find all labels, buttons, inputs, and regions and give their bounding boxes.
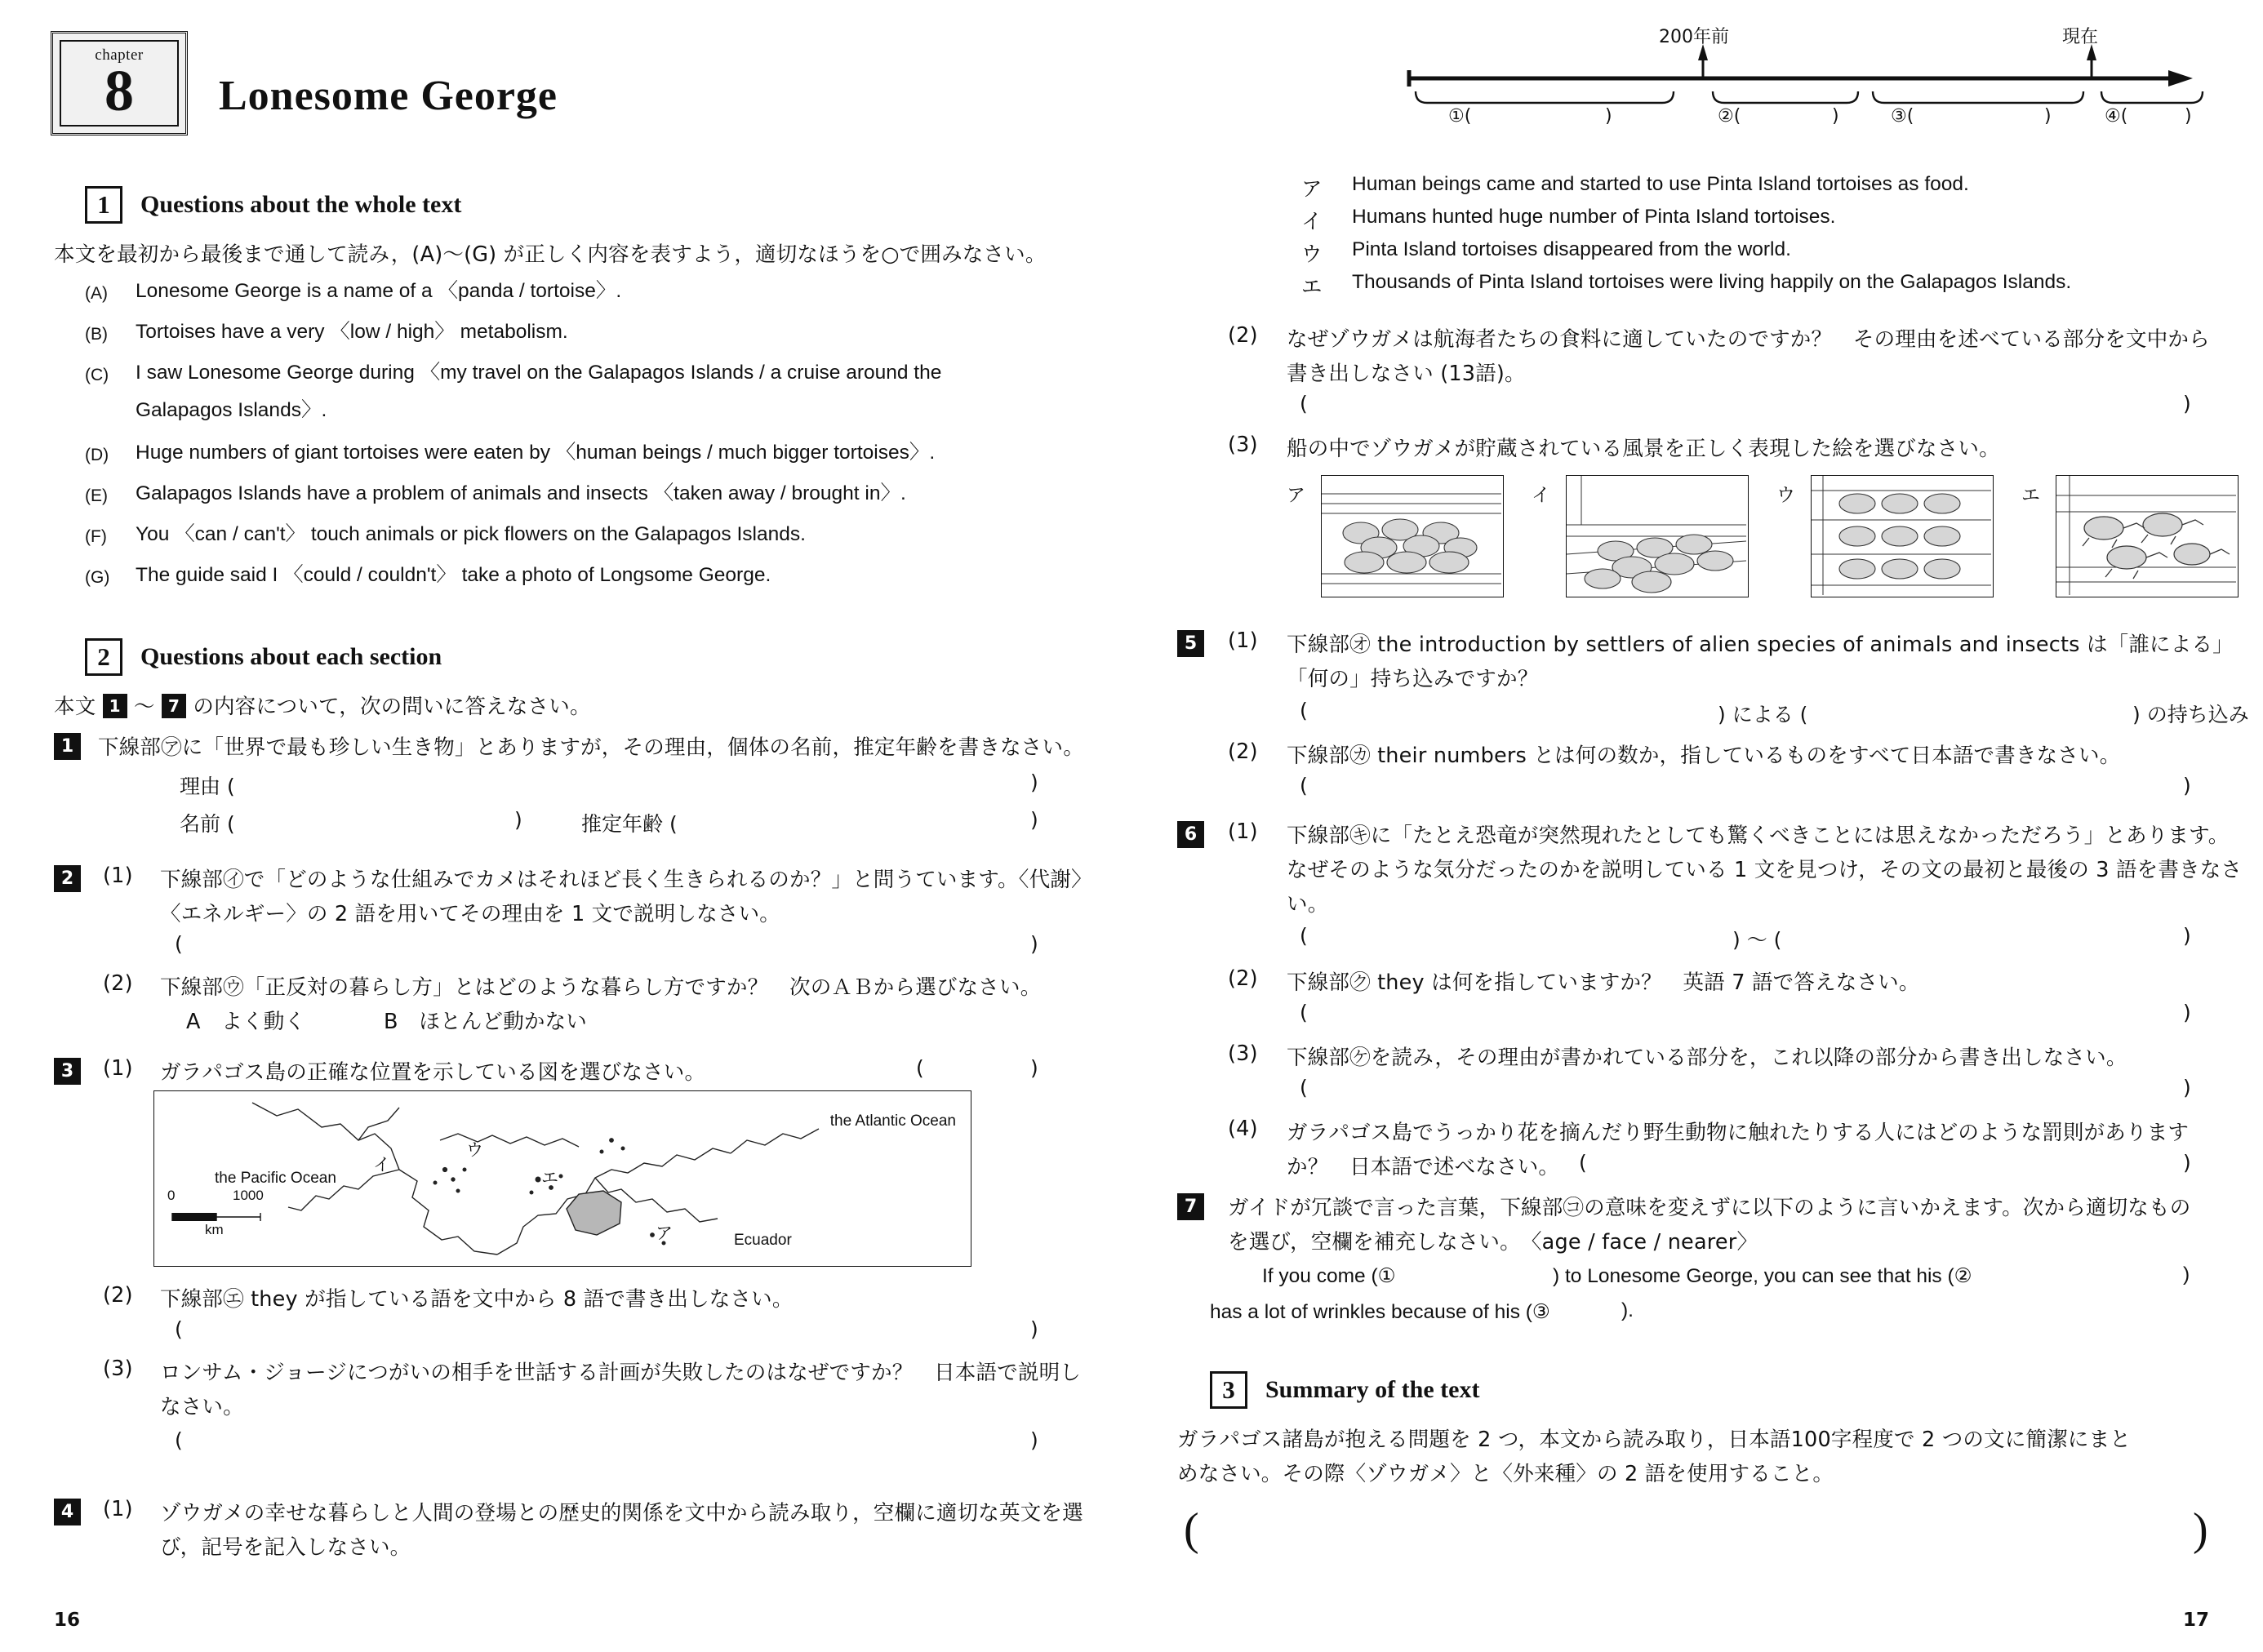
- q7-sentence-2a: has a lot of wrinkles because of his (③: [1210, 1301, 1550, 1323]
- item-text: The guide said I 〈could / couldn't〉 take a photo of Longsome George.: [136, 564, 771, 586]
- q3-number: 3: [54, 1058, 81, 1085]
- q1-reason-close: ): [1030, 770, 1038, 794]
- picture-a-svg: [1322, 476, 1501, 595]
- q1-name-close: ): [514, 808, 522, 832]
- q3-sub2-ans-close: ): [1030, 1317, 1038, 1341]
- q6-sub1-text3: い。: [1287, 892, 1329, 917]
- q1-number: 1: [54, 733, 81, 760]
- timeline-slot-1-open: ①(: [1448, 106, 1472, 127]
- map-scale-1000: 1000: [233, 1188, 264, 1203]
- q4-sub2-ans-open: (: [1300, 392, 1308, 415]
- map-label-pacific: the Pacific Ocean: [215, 1170, 336, 1187]
- q6-sub4-ans-close: ): [2183, 1151, 2191, 1175]
- map-label-ecuador: Ecuador: [734, 1232, 792, 1249]
- q5-sub2-label: (2): [1228, 739, 1258, 764]
- question-3-chip: [54, 1058, 81, 1085]
- q6-sub1-text: 下線部㋖に「たとえ恐竜が突然現れたとしても驚くべきことには思えなかっただろう」とあります。: [1287, 824, 2230, 848]
- q4-choice-text-u: Pinta Island tortoises disappeared from the world.: [1352, 238, 1791, 260]
- timeline-slot-1-close: ): [1605, 106, 1612, 127]
- q1-reason-label: 理由 (: [180, 775, 235, 798]
- q3-sub1-ans-close: ): [1030, 1056, 1038, 1080]
- q4-choice-text-a: Human beings came and started to use Pinta Island tortoises as food.: [1352, 173, 1969, 195]
- q4-sub3-label: (3): [1228, 433, 1258, 457]
- picture-label-e[interactable]: エ: [2021, 485, 2040, 506]
- q6-sub2-text: 下線部㋗ they は何を指していますか？ 英語 7 語で答えなさい。: [1287, 970, 1920, 995]
- timeline-slot-4-open: ④(: [2105, 106, 2128, 127]
- section-2-number: 2: [85, 638, 122, 676]
- page-number-right: 17: [2182, 1610, 2209, 1631]
- question-7-chip: [1177, 1193, 1204, 1220]
- item-label: (B): [85, 325, 108, 344]
- q3-sub3-ans-close: ): [1030, 1428, 1038, 1452]
- page-number-left: 16: [54, 1610, 81, 1631]
- q3-sub2-text: 下線部㋓ they が指している語を文中から 8 語で書き出しなさい。: [160, 1287, 794, 1312]
- q1-age-label: 推定年齢 (: [581, 812, 678, 836]
- q2-choice-b: B ほとんど動かない: [384, 1010, 587, 1034]
- timeline-label-now: 現在: [2062, 27, 2099, 47]
- item-text: I saw Lonesome George during 〈my travel on the Galapagos Islands / a cruise around the: [136, 362, 942, 384]
- q6-sub2-label: (2): [1228, 966, 1258, 991]
- q6-sub3-label: (3): [1228, 1041, 1258, 1066]
- q4-sub2-ans-close: ): [2183, 392, 2191, 415]
- q4-choice-mark-a: ア: [1301, 177, 1323, 202]
- item-label: (A): [85, 284, 108, 303]
- q2-sub2-text: 下線部㋒「正反対の暮らし方」とはどのような暮らし方ですか？ 次のＡＢから選びなさい。: [160, 975, 1042, 1000]
- section-3-number: 3: [1210, 1371, 1247, 1409]
- q6-sub1-ans-end: ): [2183, 924, 2191, 948]
- lead-part-c: の内容について，次の問いに答えなさい。: [193, 695, 591, 719]
- q4-sub3-text: 船の中でゾウガメが貯蔵されている風景を正しく表現した絵を選びなさい。: [1287, 437, 2000, 461]
- section-2-heading: [85, 638, 442, 676]
- timeline-slot-2-open: ②(: [1718, 106, 1741, 127]
- timeline-slot-3-close: ): [2044, 106, 2052, 127]
- picture-u-svg: [1812, 476, 1991, 595]
- q6-sub4-ans-open: (: [1579, 1151, 1587, 1175]
- q6-sub1-text2: なぜそのような気分だったのかを説明している 1 文を見つけ，その文の最初と最後の 3 語を書きなさ: [1287, 858, 2243, 882]
- section-3-lead2: めなさい。その際〈ゾウガメ〉と〈外来種〉の 2 語を使用すること。: [1177, 1462, 1834, 1486]
- timeline-figure: [1132, 0, 2263, 155]
- q7-text2: を選び，空欄を補充しなさい。 〈age / face / nearer〉: [1228, 1230, 1758, 1255]
- picture-label-a[interactable]: ア: [1287, 485, 1305, 506]
- q7-number: 7: [1177, 1193, 1204, 1220]
- question-5-chip: [1177, 630, 1204, 657]
- q6-sub4-text2: か？ 日本語で述べなさい。: [1287, 1155, 1560, 1179]
- map-label-atlantic: the Atlantic Ocean: [829, 1112, 956, 1130]
- section-3-title: Summary of the text: [1265, 1376, 1480, 1403]
- q3-sub2-ans-open: (: [175, 1317, 183, 1341]
- q5-sub1-label: (1): [1228, 628, 1258, 653]
- q1-text: 下線部㋐に「世界で最も珍しい生き物」とありますが，その理由，個体の名前，推定年齢を書きなさい。: [98, 735, 1084, 760]
- q4-sub2-text2: 書き出しなさい (13語)。: [1287, 362, 1526, 386]
- q6-sub3-ans-close: ): [2183, 1076, 2191, 1099]
- section-3-lead: ガラパゴス諸島が抱える問題を 2 つ，本文から読み取り，日本語100字程度で 2 つの文に簡潔にまと: [1177, 1428, 2132, 1452]
- question-4-chip: [54, 1499, 81, 1525]
- item-text-cont: Galapagos Islands〉.: [136, 399, 327, 421]
- q7-sentence-1c: ): [2183, 1263, 2190, 1286]
- item-text: Lonesome George is a name of a 〈panda / tortoise〉.: [136, 280, 622, 302]
- q5-sub1-text2: 「何の」持ち込みですか？: [1287, 667, 1539, 691]
- map-option-e[interactable]: エ: [541, 1168, 558, 1188]
- q5-sub1-ans-open: (: [1300, 699, 1308, 722]
- item-label: (C): [85, 366, 109, 384]
- timeline-slot-3-open: ③(: [1891, 106, 1914, 127]
- q6-sub3-text: 下線部㋘を読み，その理由が書かれている部分を，これ以降の部分から書き出しなさい。: [1287, 1046, 2127, 1070]
- summary-answer-open: (: [1184, 1504, 1199, 1555]
- q7-text: ガイドが冗談で言った言葉，下線部㋙の意味を変えずに以下のように言いかえます。次から適切なもの: [1228, 1196, 2191, 1220]
- question-1-chip: [54, 733, 81, 760]
- map-option-i[interactable]: イ: [373, 1155, 390, 1175]
- picture-option-a[interactable]: [1321, 475, 1504, 597]
- q2-sub1-label: (1): [103, 864, 133, 888]
- section-1-title: Questions about the whole text: [140, 191, 462, 218]
- q6-sub1-ans-open: (: [1300, 924, 1308, 948]
- section-1-heading: [85, 186, 461, 224]
- timeline-label-200yrs: 200年前: [1659, 27, 1729, 47]
- q6-number: 6: [1177, 821, 1204, 848]
- chapter-badge: [51, 31, 188, 135]
- q3-sub3-ans-open: (: [175, 1428, 183, 1452]
- q5-sub1-text: 下線部㋔ the introduction by settlers of alien species of animals and insects は「誰による」: [1287, 633, 2234, 657]
- q2-sub1-answer-close: ): [1030, 932, 1038, 956]
- q2-number: 2: [54, 865, 81, 892]
- q2-sub2-label: (2): [103, 971, 133, 996]
- section-2-lead: [54, 691, 591, 720]
- summary-answer-close: ): [2193, 1504, 2208, 1555]
- chapter-number: 8: [104, 58, 134, 123]
- map-option-a[interactable]: ア: [656, 1223, 673, 1243]
- q5-sub1-ans-end: ) の持ち込み: [2132, 703, 2249, 726]
- map-option-u[interactable]: ウ: [466, 1140, 483, 1160]
- q6-sub4-text: ガラパゴス島でうっかり花を摘んだり野生動物に触れたりする人にはどのような罰則があります: [1287, 1121, 2190, 1145]
- map-scale-0: 0: [167, 1188, 176, 1203]
- q4-choice-mark-u: ウ: [1301, 242, 1323, 267]
- q5-number: 5: [1177, 630, 1204, 657]
- q4-sub1-text: ゾウガメの幸せな暮らしと人間の登場との歴史的関係を文中から読み取り，空欄に適切な英文を選: [160, 1501, 1083, 1525]
- q3-sub1-text: ガラパゴス島の正確な位置を示している図を選びなさい。: [160, 1060, 706, 1085]
- picture-option-u[interactable]: [1811, 475, 1994, 597]
- item-label: (G): [85, 568, 110, 587]
- q4-choice-text-e: Thousands of Pinta Island tortoises were living happily on the Galapagos Islands.: [1352, 271, 2072, 293]
- q3-sub2-label: (2): [103, 1283, 133, 1308]
- q3-sub3-text2: なさい。: [160, 1395, 244, 1419]
- item-text: You 〈can / can't〉 touch animals or pick flowers on the Galapagos Islands.: [136, 523, 806, 545]
- q7-sentence-1a: If you come (①: [1262, 1265, 1396, 1287]
- section-1-lead: 本文を最初から最後まで通して読み，(A)〜(G) が正しく内容を表すよう，適切なほうを○で囲みなさい。: [54, 242, 1047, 267]
- item-label: (F): [85, 527, 107, 546]
- q5-sub1-ans-mid: ) による (: [1718, 703, 1808, 726]
- q6-sub2-ans-open: (: [1300, 1001, 1308, 1024]
- q4-sub1-text2: び，記号を記入しなさい。: [160, 1535, 411, 1560]
- q2-sub1-answer-open: (: [175, 932, 183, 956]
- map-scale-unit: km: [205, 1222, 224, 1237]
- item-text: Tortoises have a very 〈low / high〉 metabolism.: [136, 321, 568, 343]
- map-figure: [153, 1090, 971, 1267]
- q2-sub1-text: 下線部㋑で「どのような仕組みでカメはそれほど長く生きられるのか？」と問うています。〈代謝〉: [160, 868, 1092, 892]
- item-text: Galapagos Islands have a problem of animals and insects 〈taken away / brought in〉.: [136, 482, 906, 504]
- picture-e-svg: [2056, 476, 2236, 595]
- item-label: (D): [85, 446, 109, 464]
- section-1-number: 1: [85, 186, 122, 224]
- q3-sub3-label: (3): [103, 1357, 133, 1381]
- section-3-heading: [1210, 1371, 1479, 1409]
- q6-sub3-ans-open: (: [1300, 1076, 1308, 1099]
- timeline-slot-2-close: ): [1832, 106, 1839, 127]
- lead-part-b: 〜: [134, 695, 155, 719]
- q7-sentence-2b: ).: [1621, 1299, 1634, 1321]
- question-6-chip: [1177, 821, 1204, 848]
- q6-sub2-ans-close: ): [2183, 1001, 2191, 1024]
- q6-sub1-label: (1): [1228, 819, 1258, 844]
- chapter-label: chapter: [95, 47, 144, 64]
- item-label: (E): [85, 486, 108, 505]
- lead-chip-1: 1: [103, 694, 127, 718]
- q1-name-label: 名前 (: [180, 812, 235, 836]
- right-page: [1132, 0, 2263, 1652]
- q5-sub2-ans-close: ): [2183, 774, 2191, 797]
- question-2-chip: [54, 865, 81, 892]
- picture-option-e[interactable]: [2056, 475, 2239, 597]
- page-title: Lonesome George: [219, 73, 558, 119]
- q7-sentence-1b: ) to Lonesome George, you can see that his (②: [1553, 1265, 1972, 1287]
- q3-sub1-label: (1): [103, 1056, 133, 1081]
- q4-choice-mark-i: イ: [1301, 210, 1323, 234]
- q5-sub2-text: 下線部㋕ their numbers とは何の数か，指しているものをすべて日本語で書きなさい。: [1287, 744, 2121, 768]
- timeline-slot-4-close: ): [2185, 106, 2192, 127]
- q4-choice-mark-e: エ: [1301, 275, 1323, 300]
- q4-choice-text-i: Humans hunted huge number of Pinta Island tortoises.: [1352, 206, 1836, 228]
- q1-age-close: ): [1030, 808, 1038, 832]
- q6-sub4-label: (4): [1228, 1117, 1258, 1141]
- q4-number: 4: [54, 1499, 81, 1525]
- lead-part-a: 本文: [54, 695, 96, 719]
- picture-i-svg: [1567, 476, 1746, 595]
- q4-sub1-label: (1): [103, 1497, 133, 1521]
- q3-sub1-ans-open: (: [916, 1056, 924, 1080]
- lead-chip-7: 7: [162, 694, 186, 718]
- q2-sub1-text2: 〈エネルギー〉の 2 語を用いてその理由を 1 文で説明しなさい。: [160, 902, 780, 926]
- q2-choice-a: A よく動く: [186, 1010, 306, 1034]
- q4-sub2-label: (2): [1228, 323, 1258, 348]
- picture-label-i[interactable]: イ: [1532, 485, 1550, 506]
- picture-option-i[interactable]: [1566, 475, 1749, 597]
- q5-sub2-ans-open: (: [1300, 774, 1308, 797]
- q4-sub2-text: なぜゾウガメは航海者たちの食料に適していたのですか？ その理由を述べている部分を文中から: [1287, 327, 2210, 352]
- q3-sub3-text: ロンサム・ジョージにつがいの相手を世話する計画が失敗したのはなぜですか？ 日本語で説明し: [160, 1361, 1081, 1385]
- item-text: Huge numbers of giant tortoises were eaten by 〈human beings / much bigger tortoises〉.: [136, 442, 936, 464]
- section-2-title: Questions about each section: [140, 643, 442, 670]
- q6-sub1-ans-mid: ) 〜 (: [1732, 928, 1782, 952]
- picture-label-u[interactable]: ウ: [1776, 485, 1795, 506]
